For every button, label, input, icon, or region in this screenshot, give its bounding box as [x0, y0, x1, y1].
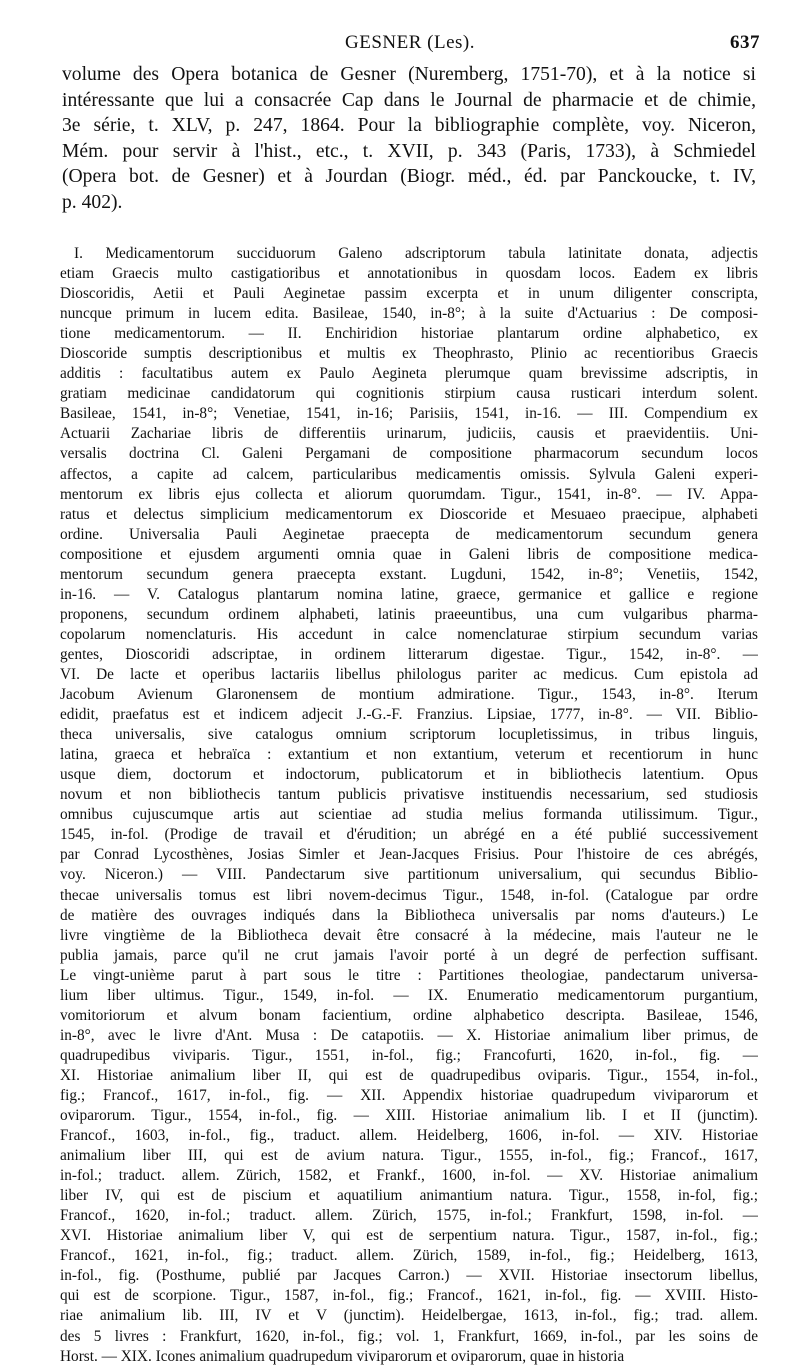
entry-line: XI. Historiae animalium liber II, qui est de quadrupedibus oviparis. Tigur., 1554, in-fol., — [60, 1066, 758, 1084]
entry-line: affectos, a capite ad calcem, particularibus medicamentis omissis. Sylvula Galeni experi- — [60, 465, 758, 483]
entry-line: theca universalis, sive catalogus omnium scriptorum locupletissimus, in tribus linguis, — [60, 726, 758, 744]
entry-line: publia jamais, parce qu'il ne crut jamais l'avoir porté à un degré de perfection suffisant. — [60, 946, 758, 964]
entry-line: Dioscoridis, Aetii et Pauli Aeginetae passim excerpta et in unum diligenter conscripta, — [60, 285, 758, 303]
entry-line: lium liber ultimus. Tigur., 1549, in-fol. — IX. Enumeratio medicamentorum purgantium, — [60, 986, 758, 1004]
entry-line: ordine. Universalia Pauli Aeginetae praecepta de medicamentorum secundum genera — [60, 525, 758, 543]
entry-line: des 5 livres : Frankfurt, 1620, in-fol., fig.; vol. 1, Frankfurt, 1669, in-fol., par les soins de — [60, 1327, 758, 1345]
entry-line: I. Medicamentorum succiduorum Galeno adscriptorum tabula latinitate donata, adjectis — [74, 245, 758, 262]
entry-line: in-8°, avec le livre d'Ant. Musa : De catapotiis. — X. Historiae animalium liber primus, de — [60, 1026, 758, 1044]
entry-line: de matière des ouvrages indiqués dans la Bibliotheca universalis par noms d'auteurs.) Le — [60, 906, 758, 924]
entry-line: compositione et ejusdem argumenti omnia quae in Galeni libris de compositione medica- — [60, 545, 758, 563]
entry-line: in-fol.; traduct. allem. Zürich, 1582, et Frankf., 1600, in-fol. — XV. Historiae animalium — [60, 1167, 758, 1185]
intro-line: volume des Opera botanica de Gesner (Nuremberg, 1751-70), et à la notice si — [62, 64, 756, 85]
entry-line: etiam Graecis multo castigatioribus et annotationibus in quosdam locos. Eadem ex libris — [60, 265, 758, 283]
entry-line: Dioscoride sumptis descriptionibus et multis ex Theophrasto, Plinio ac recentioribus Graecis — [60, 345, 758, 363]
entry-line: nuncque primum in lucem edita. Basileae, 1540, in-8°; à la suite d'Actuarius : De composi- — [60, 305, 758, 323]
entry-line: riae animalium lib. III, IV et V (junctim). Heidelbergae, 1613, in-fol., fig.; trad. allem. — [60, 1307, 758, 1325]
entry-line: oviparorum. Tigur., 1554, in-fol., fig. — XIII. Historiae animalium lib. I et II (junctim). — [60, 1107, 758, 1125]
entry-line: Francof., 1620, in-fol.; traduct. allem. Zürich, 1575, in-fol.; Frankfurt, 1598, in-fol. — — [60, 1207, 758, 1225]
entry-line: versalis doctrina Cl. Galeni Pergamani de compositione pharmacorum secundum locos — [60, 445, 758, 463]
bibliography-entries — [60, 244, 758, 1367]
entry-line: usque diem, doctorum et indoctorum, publicatorum et in bibliothecis latentium. Opus — [60, 766, 758, 784]
running-title: GESNER (Les). — [345, 32, 475, 53]
entry-line: copolarum nomenclaturis. His accedunt in calce nomenclaturae stirpium secundum varias — [60, 625, 758, 643]
entry-line: Le vingt-unième parut à part sous le titre : Partitiones theologiae, pandectarum universa- — [60, 966, 758, 984]
entry-line: Jacobum Avienum Glaronensem de montium admiratione. Tigur., 1543, in-8°. Iterum — [60, 686, 758, 704]
entry-line: Francof., 1621, in-fol., fig.; traduct. allem. Zürich, 1589, in-fol., fig.; Heidelberg, 1613, — [60, 1247, 758, 1265]
entry-line: XVI. Historiae animalium liber V, qui est de serpentium natura. Tigur., 1587, in-fol., fig.; — [60, 1227, 758, 1245]
entry-line: mentorum ex libris ejus collecta et aliorum quorumdam. Tigur., 1541, in-8°. — IV. Appa- — [60, 485, 758, 503]
entry-line: gentes, Dioscoridi adscriptae, in ordinem litterarum digestae. Tigur., 1542, in-8°. — — [60, 645, 758, 663]
entry-line: par Conrad Lycosthènes, Josias Simler et Jean-Jacques Frisius. Pour l'histoire de ces abrégés, — [60, 846, 758, 864]
entry-line: ratus et delectus simplicium medicamentorum ex Dioscoride et Mesuaeo praecipue, alphabeti — [60, 505, 758, 523]
page-header — [60, 28, 760, 58]
entry-line: omnibus cujuscumque artis aut scientiae ad studia melius formanda utilissimum. Tigur., — [60, 806, 758, 824]
entry-line: in-16. — V. Catalogus plantarum nomina latine, graece, germanice et gallice e regione — [60, 585, 758, 603]
entry-line: Actuarii Zachariae libris de differentiis urinarum, judiciis, causis et praevidentiis. Uni- — [60, 425, 758, 443]
entry-line: animalium liber III, qui est de avium natura. Tigur., 1555, in-fol., fig.; Francof., 1617, — [60, 1147, 758, 1165]
entry-line: qui est de scorpione. Tigur., 1587, in-fol., fig.; Francof., 1621, in-fol., fig. — XVIII. Histo- — [60, 1287, 758, 1305]
entry-line: proponens, secundum ordinem alphabeti, latinis praeeuntibus, una cum vulgaribus pharma- — [60, 605, 758, 623]
entry-line: thecae universalis tomus est libri novem-decimus Tigur., 1548, in-fol. (Catalogue par ordre — [60, 886, 758, 904]
entry-line: voy. Niceron.) — VIII. Pandectarum sive partitionum universalium, qui secundus Biblio- — [60, 866, 758, 884]
intro-line: intéressante que lui a consacrée Cap dans le Journal de pharmacie et de chimie, — [62, 89, 756, 111]
intro-line: Mém. pour servir à l'hist., etc., t. XVII, p. 343 (Paris, 1733), à Schmiedel — [62, 140, 756, 162]
entry-line: additis : facultatibus autem ex Paulo Aegineta plerumque quam brevissime adscriptis, in — [60, 365, 758, 383]
entry-line: quadrupedibus viviparis. Tigur., 1551, in-fol., fig.; Francofurti, 1620, in-fol., fig. — — [60, 1046, 758, 1064]
intro-line: 3e série, t. XLV, p. 247, 1864. Pour la bibliographie complète, voy. Niceron, — [62, 115, 756, 137]
entry-line: Horst. — XIX. Icones animalium quadrupedum viviparorum et oviparorum, quae in historia — [60, 1347, 625, 1365]
entry-line: liber IV, qui est de piscium et aquatilium animantium natura. Tigur., 1558, in-fol, fig.; — [60, 1187, 758, 1205]
page-number: 637 — [730, 32, 760, 53]
intro-line: p. 402). — [62, 191, 123, 213]
entry-line: mentorum secundum genera praecepta exstant. Lugduni, 1542, in-8°; Venetiis, 1542, — [60, 565, 758, 583]
entry-line: gratiam medicinae candidatorum qui cognitionis stirpium causa rusticari interdum solent. — [60, 385, 758, 403]
entry-line: VI. De lacte et operibus lactariis libellus philologus pariter ac medicus. Cum epistola ad — [60, 665, 758, 683]
entry-line: tione medicamentorum. — II. Enchiridion historiae plantarum ordine alphabetico, ex — [60, 325, 758, 343]
entry-line: edidit, praefatus est et indicem adjecit J.-G.-F. Franzius. Lipsiae, 1777, in-8°. — VII. Biblio- — [60, 706, 758, 724]
entry-line: Basileae, 1541, in-8°; Venetiae, 1541, in-16; Parisiis, 1541, in-16. — III. Compendium ex — [60, 405, 758, 423]
entry-line: livre vingtième de la Bibliotheca devait être consacré à la médecine, mais l'auteur ne le — [60, 926, 758, 944]
entry-line: vomitoriorum et alvum bonam facientium, ordine alphabetico descripta. Basileae, 1546, — [60, 1006, 758, 1024]
entry-line: fig.; Francof., 1617, in-fol., fig. — XII. Appendix historiae quadrupedum viviparorum et — [60, 1086, 758, 1104]
entry-line: novum et non bibliothecis tantum publicis privatisve instituendis necessarium, sed studiosis — [60, 786, 758, 804]
entry-line: 1545, in-fol. (Prodige de travail et d'érudition; un abrégé en a été publié successivement — [60, 826, 758, 844]
entry-line: Francof., 1603, in-fol., fig., traduct. allem. Heidelberg, 1606, in-fol. — XIV. Historiae — [60, 1127, 758, 1145]
entry-line: in-fol., fig. (Posthume, publié par Jacques Carron.) — XVII. Historiae insectorum libellus, — [60, 1267, 758, 1285]
entry-line: latina, graeca et hebraïca : extantium et non extantium, veterum et recentiorum in hunc — [60, 746, 758, 764]
intro-line: (Opera bot. de Gesner) et à Jourdan (Biogr. méd., éd. par Panckoucke, t. IV, — [62, 166, 756, 188]
intro-paragraph — [62, 62, 756, 216]
